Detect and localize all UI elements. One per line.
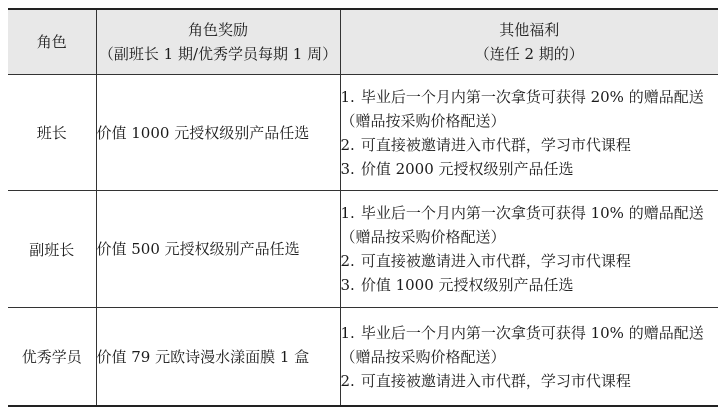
benefit-cell xyxy=(340,308,718,407)
header-reward-title: 角色奖励 xyxy=(187,21,248,39)
role-cell: 副班长 xyxy=(8,191,96,308)
table-row xyxy=(8,75,718,191)
list-number: 1. xyxy=(340,323,355,342)
header-benefit-title: 其他福利 xyxy=(499,21,560,39)
list-item xyxy=(341,273,719,297)
list-text: 可直接被邀请进入市代群，学习市代课程 xyxy=(360,371,631,390)
header-reward-subtitle: （副班长 1 期/优秀学员每期 1 周） xyxy=(98,45,338,63)
benefit-cell xyxy=(340,75,718,191)
list-number: 2. xyxy=(340,252,355,270)
list-item xyxy=(341,321,719,369)
benefit-list xyxy=(341,321,719,393)
list-item xyxy=(341,157,719,181)
header-benefit xyxy=(340,9,718,75)
list-number: 2. xyxy=(340,135,355,154)
list-item xyxy=(341,249,719,273)
table-row xyxy=(8,191,718,308)
list-text: 毕业后一个月内第一次拿货可获得 10% 的赠品配送（赠品按采购价格配送） xyxy=(340,323,704,366)
header-benefit-subtitle: （连任 2 期的） xyxy=(474,45,584,63)
list-text: 毕业后一个月内第一次拿货可获得 20% 的赠品配送（赠品按采购价格配送） xyxy=(340,87,704,130)
list-item xyxy=(341,201,719,249)
list-number: 3. xyxy=(340,159,355,178)
reward-cell: 价值 79 元欧诗漫水漾面膜 1 盒 xyxy=(96,308,340,407)
list-item xyxy=(341,369,719,393)
list-text: 价值 1000 元授权级别产品任选 xyxy=(360,276,574,294)
list-item xyxy=(341,133,719,157)
reward-table xyxy=(8,8,718,407)
list-item xyxy=(341,85,719,133)
list-text: 价值 2000 元授权级别产品任选 xyxy=(360,159,574,178)
benefit-cell xyxy=(340,191,718,308)
reward-cell: 价值 1000 元授权级别产品任选 xyxy=(96,75,340,191)
benefit-list xyxy=(341,85,719,181)
table-row xyxy=(8,308,718,407)
role-cell: 优秀学员 xyxy=(8,308,96,407)
list-number: 2. xyxy=(340,371,355,390)
header-reward xyxy=(96,9,340,75)
header-role xyxy=(8,9,96,75)
list-number: 3. xyxy=(340,276,355,294)
role-cell: 班长 xyxy=(8,75,96,191)
list-text: 可直接被邀请进入市代群，学习市代课程 xyxy=(360,252,631,270)
list-number: 1. xyxy=(340,204,355,222)
header-role-label: 角色 xyxy=(36,33,67,51)
benefit-list xyxy=(341,201,719,297)
list-number: 1. xyxy=(340,87,355,106)
list-text: 可直接被邀请进入市代群，学习市代课程 xyxy=(360,135,631,154)
list-text: 毕业后一个月内第一次拿货可获得 10% 的赠品配送（赠品按采购价格配送） xyxy=(340,204,704,246)
header-row xyxy=(8,9,718,75)
reward-cell: 价值 500 元授权级别产品任选 xyxy=(96,191,340,308)
